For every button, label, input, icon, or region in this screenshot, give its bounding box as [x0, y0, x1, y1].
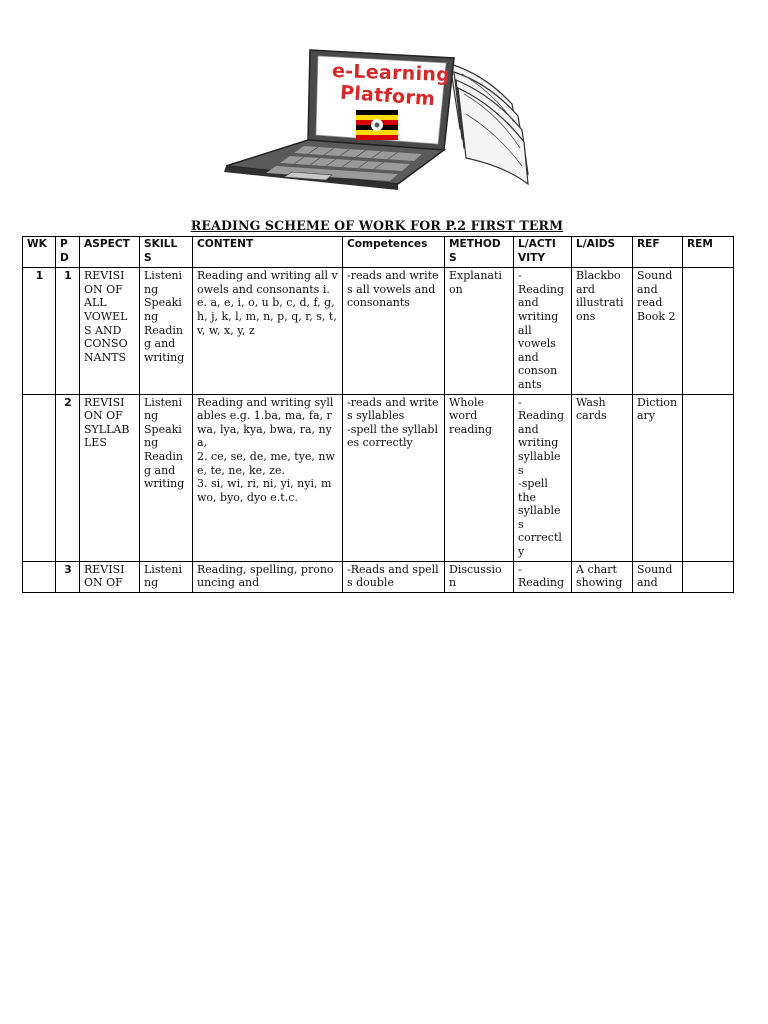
table-row	[23, 268, 734, 394]
cell-ref: Sound and	[633, 561, 683, 592]
cell-methods: Whole word reading	[445, 394, 514, 561]
cell-week: 1	[23, 268, 56, 394]
cell-aspect: REVISI ON OF	[80, 561, 140, 592]
cell-activity: - Reading and writing syllable s -spell the syllable s correctl y	[514, 394, 572, 561]
cell-rem	[683, 268, 734, 394]
e-learning-platform-logo	[222, 44, 534, 202]
cell-rem	[683, 394, 734, 561]
cell-week	[23, 561, 56, 592]
scheme-of-work-table	[22, 236, 734, 593]
header-rem: REM	[683, 237, 734, 268]
logo-text-line2: Platform	[339, 81, 436, 111]
uganda-flag-icon	[356, 110, 398, 140]
logo-text-line1: e-Learning	[331, 59, 451, 87]
header-aids: L/AIDS	[572, 237, 633, 268]
page-title: READING SCHEME OF WORK FOR P.2 FIRST TERM	[190, 218, 564, 233]
header-skills: SKILL S	[140, 237, 193, 268]
cell-aids: Blackbo ard illustrati ons	[572, 268, 633, 394]
cell-activity: - Reading	[514, 561, 572, 592]
cell-period: 3	[56, 561, 80, 592]
cell-aids: Wash cards	[572, 394, 633, 561]
header-methods: METHOD S	[445, 237, 514, 268]
header-aspect: ASPECT	[80, 237, 140, 268]
cell-methods: Explanati on	[445, 268, 514, 394]
cell-aspect: REVISI ON OF ALL VOWEL S AND CONSO NANTS	[80, 268, 140, 394]
table-row	[23, 561, 734, 592]
cell-content: Reading and writing syllables e.g. 1.ba, ma, fa, rwa, lya, kya, bwa, ra, nya, 2. ce, se, de, me, tye, nwe, te, ne, ke, ze. 3. si, wi, ri, ni, yi, nyi, mwo, byo, dyo e.t.c.	[193, 394, 343, 561]
header-competences: Competences	[343, 237, 445, 268]
header-activity: L/ACTI VITY	[514, 237, 572, 268]
cell-skills: Listeni ng	[140, 561, 193, 592]
cell-skills: Listeni ng Speaki ng Readin g and writing	[140, 268, 193, 394]
cell-period: 2	[56, 394, 80, 561]
cell-week	[23, 394, 56, 561]
cell-skills: Listeni ng Speaki ng Readin g and writing	[140, 394, 193, 561]
cell-rem	[683, 561, 734, 592]
cell-methods: Discussio n	[445, 561, 514, 592]
cell-activity: - Reading and writing all vowels and conson ants	[514, 268, 572, 394]
cell-aspect: REVISI ON OF SYLLAB LES	[80, 394, 140, 561]
header-wk: WK	[23, 237, 56, 268]
header-pd: P D	[56, 237, 80, 268]
cell-competences: -reads and writes syllables -spell the syllables correctly	[343, 394, 445, 561]
cell-content: Reading and writing all vowels and consonants i.e. a, e, i, o, u b, c, d, f, g, h, j, k, l, m, n, p, q, r, s, t, v, w, x, y, z	[193, 268, 343, 394]
cell-ref: Sound and read Book 2	[633, 268, 683, 394]
header-content: CONTENT	[193, 237, 343, 268]
cell-competences: -Reads and spells double	[343, 561, 445, 592]
cell-ref: Diction ary	[633, 394, 683, 561]
cell-aids: A chart showing	[572, 561, 633, 592]
cell-period: 1	[56, 268, 80, 394]
table-header-row	[23, 237, 734, 268]
table-row	[23, 394, 734, 561]
cell-content: Reading, spelling, pronouncing and	[193, 561, 343, 592]
header-ref: REF	[633, 237, 683, 268]
cell-competences: -reads and writes all vowels and consonants	[343, 268, 445, 394]
